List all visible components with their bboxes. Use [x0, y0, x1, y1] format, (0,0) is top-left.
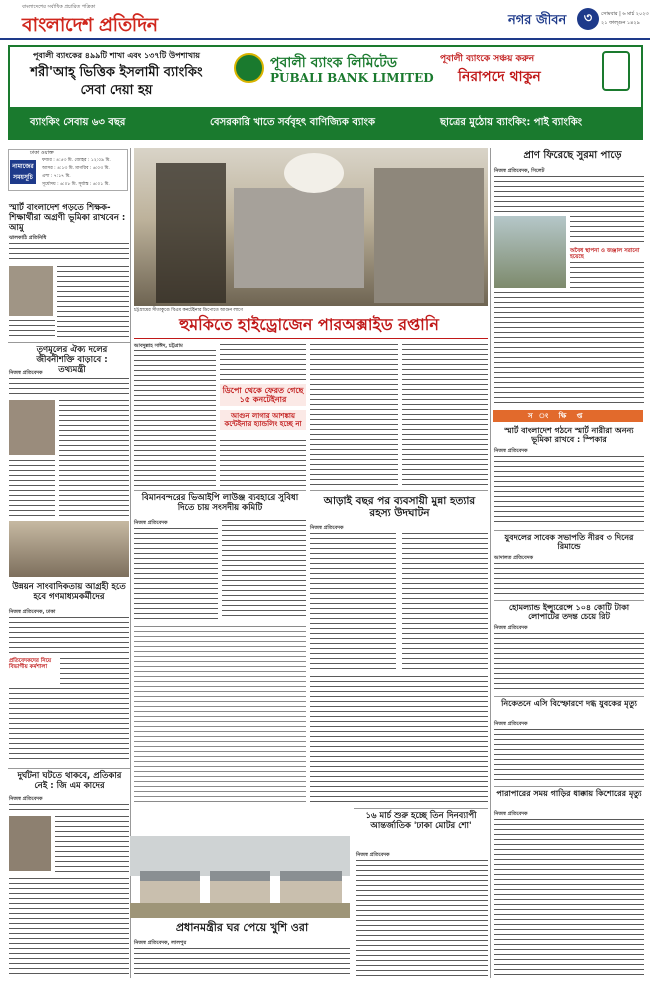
- article-body: [310, 533, 396, 673]
- ad-right-subtitle: পূবালী ব্যাংকে সঞ্চয় করুন: [440, 54, 535, 64]
- person-photo: [9, 266, 53, 316]
- article-body: [59, 400, 129, 518]
- article-headline: বিমানবন্দরের ভিআইপি লাউঞ্জ ব্যবহারে সুবিধা দিতে চায় সংসদীয় কমিটি: [141, 493, 299, 513]
- article-subhead: প্রতিবেদকদের নিয়ে বিভাগীয় কর্মশালা: [9, 658, 52, 671]
- article-byline: নিজস্ব প্রতিবেদক: [494, 625, 528, 631]
- article-body: [494, 729, 644, 783]
- lead-photo-caption: চট্টগ্রামের সীতাকুণ্ডে বিএম কনটেইনার ডিপোতে আগুন লাগে: [134, 308, 243, 313]
- ad-left-headline: শরী'আহ্ ভিত্তিক ইসলামী ব্যাংকিং: [30, 65, 203, 80]
- article-body: [310, 676, 488, 806]
- date-line: সোমবার | ৬ মার্চ ২০২৩: [601, 11, 649, 17]
- article-body: [356, 860, 488, 978]
- article-headline: প্রধানমন্ত্রীর ঘর পেয়ে খুশি ওরা: [175, 921, 309, 934]
- lead-headline: হুমকিতে হাইড্রোজেন পারঅক্সাইড রপ্তানি: [179, 315, 439, 334]
- lead-callout: ডিপো থেকে ফেরত গেছে ১৫ কনটেইনার: [220, 384, 306, 406]
- article-body: [134, 626, 306, 806]
- prayer-row: ফজর : ৪:৫৩ মি. জোহর : ১২:০৯ মি.: [42, 158, 111, 163]
- article-headline: পারাপারের সময় গাড়ির ধাক্কায় কিশোরের মৃত্যু: [496, 789, 642, 798]
- article-byline: নিজস্ব প্রতিবেদক: [9, 796, 43, 802]
- prayer-row: আসর : ৪:১৩ মি. মাগরিব : ৬:০৩ মি.: [42, 166, 110, 171]
- person-photo: [9, 816, 51, 871]
- article-byline: নিজস্ব প্রতিবেদক: [310, 525, 344, 531]
- lead-photo: [134, 148, 488, 306]
- ad-strip-text-2: বেসরকারি খাতে সর্ববৃহৎ বাণিজ্যিক ব্যাংক: [210, 117, 375, 128]
- masthead-rule: [0, 38, 650, 40]
- article-body: [9, 878, 129, 976]
- section-title: নগর জীবন: [508, 13, 567, 28]
- article-byline: নিজস্ব প্রতিবেদক: [494, 721, 528, 727]
- article-headline: স্মার্ট বাংলাদেশ গড়তে শিক্ষক-শিক্ষার্থীরা অগ্রণী ভূমিকা রাখবেন : আমু: [9, 203, 126, 233]
- bank-name-english: PUBALI BANK LIMITED: [270, 71, 434, 85]
- article-byline: ঝালকাঠি প্রতিনিধি: [9, 235, 47, 241]
- article-byline: নিজস্ব প্রতিবেদক: [9, 370, 43, 376]
- prayer-times-title: নামাজের সময়সূচি: [10, 160, 36, 184]
- lead-callout: আগুন লাগার আশঙ্কায় কন্টেইনার হ্যান্ডলিং হচ্ছে না: [220, 410, 306, 430]
- article-body: [570, 216, 644, 246]
- prayer-row: এশা : ৭:১৭ মি.: [42, 174, 71, 179]
- ad-left-headline-2: সেবা দেয়া হয়: [80, 83, 153, 98]
- house-photo: [130, 836, 350, 918]
- workshop-photo: [9, 521, 129, 577]
- article-body: [310, 344, 398, 486]
- article-body: [9, 378, 129, 398]
- article-subhead: অবৈধ স্থাপনা ও জঞ্জাল সরানো হয়েছে: [570, 248, 640, 261]
- article-body: [9, 804, 129, 814]
- masthead-tagline: বাংলাদেশের সর্বাধিক প্রচারিত পত্রিকা: [22, 4, 96, 10]
- article-body: [494, 456, 644, 526]
- page-number-badge: ৩: [577, 8, 599, 30]
- article-body: [9, 243, 129, 263]
- article-headline: তৃণমূলের ঐক্য দলের জীবনীশক্তি বাড়াবে : তথ্যমন্ত্রী: [36, 345, 108, 375]
- article-headline: দুর্ঘটনা ঘটতে থাকবে, প্রতিকার নেই : জি এম কাদের: [17, 771, 122, 791]
- date-line-bangla: ২১ ফাল্গুন ১৪২৯: [601, 20, 640, 26]
- bank-advertisement: [8, 45, 643, 140]
- article-body: [494, 633, 644, 693]
- article-body: [134, 528, 218, 620]
- article-body: [402, 533, 488, 673]
- person-photo: [9, 400, 55, 455]
- article-headline: ১৬ মার্চ শুরু হচ্ছে তিন দিনব্যাপী আন্তর্জাতিক 'ঢাকা মোটর শো': [365, 811, 477, 831]
- article-body: [220, 440, 306, 486]
- article-body: [222, 520, 306, 620]
- article-byline: আদালত প্রতিবেদক: [494, 555, 533, 561]
- article-body: [494, 563, 644, 597]
- smartphone-icon: [602, 51, 630, 91]
- article-byline: নিজস্ব প্রতিবেদক: [134, 520, 168, 526]
- ad-strip-text-3: ছাত্রের মুঠোয় ব্যাংকিং: পাই ব্যাংকিং: [440, 117, 583, 128]
- article-headline: স্মার্ট বাংলাদেশ গঠনে স্মার্ট নারীরা অনন্য ভূমিকা রাখবে : স্পিকার: [504, 426, 634, 445]
- article-body: [55, 816, 129, 876]
- article-headline: প্রাণ ফিরেছে সুরমা পাড়ে: [523, 150, 622, 161]
- article-body: [9, 460, 55, 518]
- bank-name-bangla: পূবালী ব্যাংক লিমিটেড: [270, 55, 398, 71]
- bank-emblem-icon: [234, 53, 264, 83]
- article-body: [9, 320, 55, 338]
- ad-left-subtitle: পূবালী ব্যাংকের ৪৯৯টি শাখা এবং ১৩৭টি উপশাখায়: [33, 51, 200, 60]
- lead-byline: আবদুল্লাহ সাঈদ, চট্টগ্রাম: [134, 343, 183, 349]
- article-body: [494, 292, 644, 404]
- prayer-row: সূর্যোদয় : ৬:০৮ মি. সূর্যাস্ত : ৬:০১ মি.: [42, 182, 110, 187]
- article-body: [57, 266, 129, 338]
- prayer-location: ঢাকা ওয়াক্ত: [30, 150, 54, 156]
- article-byline: নিজস্ব প্রতিবেদক: [356, 852, 390, 858]
- article-byline: নিজস্ব প্রতিবেদক: [494, 811, 528, 817]
- article-headline: নিকেতনে এসি বিস্ফোরণে দগ্ধ যুবকের মৃত্যু: [501, 699, 637, 708]
- article-body: [60, 658, 129, 684]
- article-headline: আড়াই বছর পর ব্যবসায়ী মুন্না হত্যার রহস্য উদঘাটন: [323, 495, 476, 520]
- article-body: [494, 176, 644, 214]
- article-body: [134, 948, 350, 978]
- briefs-label: স ং ক্ষি প্ত: [528, 412, 587, 420]
- article-byline: নিজস্ব প্রতিবেদক, ঢাকা: [9, 609, 56, 615]
- article-body: [9, 617, 129, 655]
- article-body: [494, 819, 644, 978]
- ad-right-headline: নিরাপদে থাকুন: [458, 69, 541, 85]
- article-headline: হোমল্যান্ড ইন্স্যুরেন্সে ১০৪ কোটি টাকা লোপাটের তদন্ত চেয়ে রিট: [508, 603, 630, 622]
- ad-strip-text-1: ব্যাংকিং সেবায় ৬৩ বছর: [30, 117, 126, 128]
- article-headline: যুবদলের সাবেক সভাপতি নীরব ৩ দিনের রিমান্ডে: [504, 533, 634, 552]
- article-byline: নিজস্ব প্রতিবেদক, সিলেট: [494, 168, 545, 174]
- article-body: [134, 350, 216, 486]
- article-body: [9, 688, 129, 762]
- article-byline: নিজস্ব প্রতিবেদক: [494, 448, 528, 454]
- article-headline: উন্নয়ন সাংবাদিকতায় আগ্রহী হতে হবে গণমাধ্যমকর্মীদের: [12, 582, 126, 602]
- article-body: [570, 262, 644, 288]
- newspaper-logo: বাংলাদেশ প্রতিদিন: [22, 14, 158, 36]
- article-byline: নিজস্ব প্রতিবেদক, লালপুর: [134, 940, 187, 946]
- article-body: [220, 344, 306, 380]
- river-bank-photo: [494, 216, 566, 288]
- article-body: [402, 344, 488, 486]
